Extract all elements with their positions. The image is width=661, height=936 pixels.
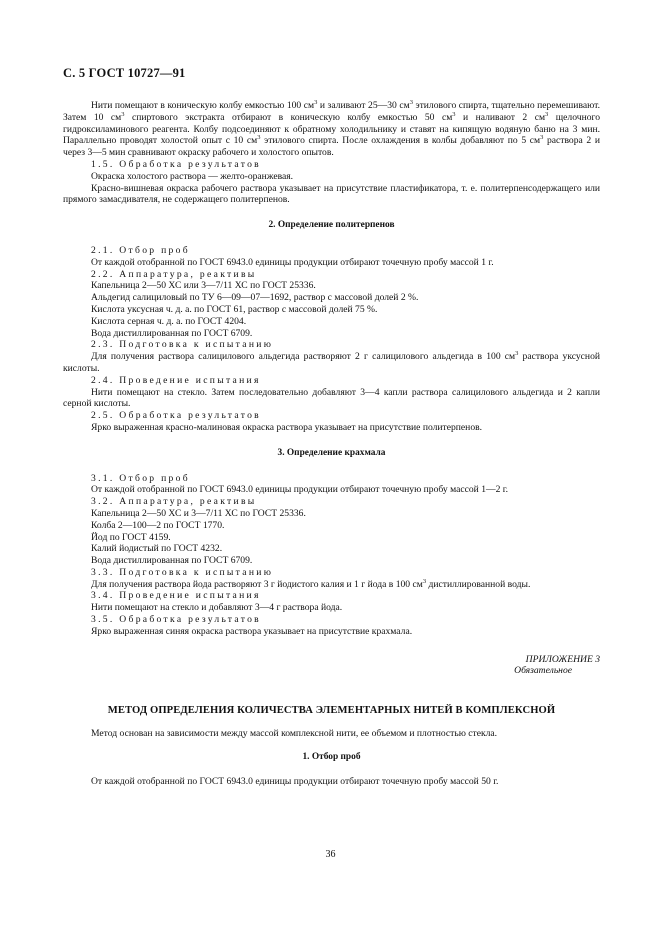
text-run: щелочного гидроксиламинового реагента. Колбу подсоединяют к обратному холодильнику и ставят на кипящую водяную баню на 3 мин. Параллельно проводят холостой опыт с 10 см [63, 111, 600, 147]
section-heading-1-5: 1.5. Обработка результатов [91, 158, 262, 170]
paragraph: Ярко выраженная красно-малиновая окраска раствора указывает на присутствие политерпенов. [91, 421, 483, 433]
section-heading-3-2: 3.2. Аппаратура, реактивы [91, 496, 257, 508]
paragraph: Нити помещают на стекло и добавляют 3—4 г раствора йода. [91, 602, 343, 614]
superscript: 3 [452, 110, 456, 118]
list-item: Кислота уксусная ч. д. а. по ГОСТ 61, раствор с массовой долей 75 %. [91, 303, 378, 315]
section-heading-3-4: 3.4. Проведение испытания [91, 590, 261, 602]
section-title-m1: 1. Отбор проб [302, 751, 361, 762]
section-heading-2-2: 2.2. Аппаратура, реактивы [91, 268, 257, 280]
paragraph: Окраска холостого раствора — желто-оранжевая. [91, 170, 294, 182]
superscript: 3 [314, 99, 318, 106]
appendix-note: Обязательное [514, 665, 572, 677]
text-run: и заливают 25—30 см [317, 100, 410, 111]
method-intro: Метод основан на зависимости между массой комплексной нити, ее объемом и плотностью стекла. [91, 728, 498, 740]
paragraph: Красно-вишневая окраска рабочего раствора указывает на присутствие пластификатора, т. е. политерпенсодержащего или прямого замасдивателя, не содержащего политерпенов. [63, 182, 600, 206]
paragraph: Ярко выраженная синяя окраска раствора указывает на присутствие крахмала. [91, 625, 413, 637]
superscript: 3 [121, 110, 125, 118]
list-item: Вода дистиллированная по ГОСТ 6709. [91, 327, 253, 339]
list-item: Капельница 2—50 ХС или 3—7/11 ХС по ГОСТ 25336. [91, 280, 316, 292]
list-item: Вода дистиллированная по ГОСТ 6709. [91, 555, 253, 567]
text-run: этилового спирта. После охлаждения в колбы добавляют по 5 см [260, 135, 541, 147]
superscript: 3 [257, 134, 261, 142]
list-item: Капельница 2—50 ХС и 3—7/11 ХС по ГОСТ 25336. [91, 507, 306, 519]
text-run: раствора 2 и через 3—5 мин сравнивают окраску рабочего и холостого опытов. [63, 135, 600, 159]
text-run: Для получения раствора салицилового альдегида растворяют 2 г салицилового альдегида в 100 см [91, 351, 516, 363]
list-item: Альдегид салициловый по ТУ 6—09—07—1692, раствор с массовой долей 2 %. [91, 292, 419, 304]
paragraph: От каждой отобранной по ГОСТ 6943.0 единицы продукции отбирают точечную пробу массой 1 г. [91, 256, 494, 268]
superscript: 3 [540, 134, 544, 142]
superscript: 3 [545, 110, 549, 118]
appendix-label: ПРИЛОЖЕНИЕ 3 [525, 653, 600, 665]
text-run: раствора уксусной кислоты. [63, 351, 601, 374]
intro-paragraph [63, 100, 600, 159]
text-run: Нити помещают в коническую колбу емкостью 100 см [91, 100, 315, 111]
section-heading-3-5: 3.5. Обработка результатов [91, 614, 262, 626]
paragraph: От каждой отобранной по ГОСТ 6943.0 единицы продукции отбирают точечную пробу массой 50 г. [91, 775, 499, 787]
section-heading-3-1: 3.1. Отбор проб [91, 472, 190, 484]
section-heading-2-4: 2.4. Проведение испытания [91, 374, 261, 386]
text-run: дистиллированной воды. [426, 578, 531, 590]
section-heading-3-3: 3.3. Подготовка к испытанию [91, 566, 274, 578]
list-item: Калий йодистый по ГОСТ 4232. [91, 543, 223, 555]
list-item: Йод по ГОСТ 4159. [91, 531, 171, 543]
text-run: Для получения раствора йода растворяют 3 г йодистого калия и 1 г йода в 100 см [91, 578, 423, 590]
paragraph: От каждой отобранной по ГОСТ 6943.0 единицы продукции отбирают точечную пробу массой 1—2 г. [91, 484, 509, 496]
method-title: МЕТОД ОПРЕДЕЛЕНИЯ КОЛИЧЕСТВА ЭЛЕМЕНТАРНЫХ НИТЕЙ В КОМПЛЕКСНОЙ [107, 705, 556, 717]
section-title-3: 3. Определение крахмала [277, 447, 386, 458]
superscript: 3 [515, 350, 519, 358]
paragraph: Нити помещают на стекло. Затем последовательно добавляют 3—4 капли раствора салицилового альдегида и 2 капли серной кислоты. [63, 386, 600, 410]
page-number: 36 [325, 849, 336, 860]
text-run: и наливают 2 см [455, 111, 546, 123]
section-heading-2-1: 2.1. Отбор проб [91, 244, 190, 256]
paragraph [63, 579, 600, 591]
text-run: спиртового экстракта отбирают в коническую колбу емкостью 50 см [124, 111, 453, 123]
list-item: Кислота серная ч. д. а. по ГОСТ 4204. [91, 315, 247, 327]
list-item: Колба 2—100—2 по ГОСТ 1770. [91, 519, 225, 531]
section-heading-2-5: 2.5. Обработка результатов [91, 410, 262, 422]
page-header: С. 5 ГОСТ 10727—91 [63, 66, 186, 80]
paragraph [63, 351, 600, 375]
text-run: этилового спирта, тщательно перемешивают. Затем 10 см [63, 100, 601, 123]
superscript: 3 [409, 99, 413, 106]
document-body [63, 100, 600, 787]
section-title-2: 2. Определение политерпенов [268, 220, 395, 231]
superscript: 3 [422, 577, 427, 585]
section-heading-2-3: 2.3. Подготовка к испытанию [91, 339, 274, 351]
